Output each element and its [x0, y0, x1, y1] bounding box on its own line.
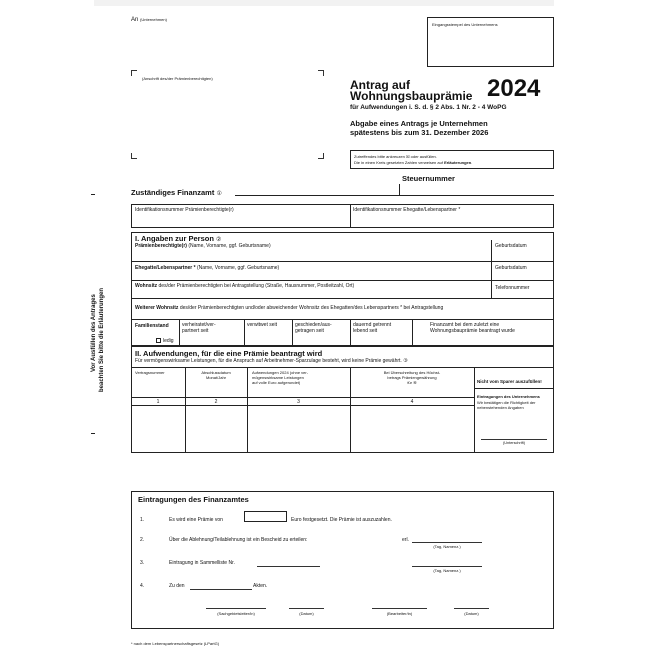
form-title-2: Wohnungsbauprämie — [350, 89, 473, 103]
section-expenses-title: II. Aufwendungen, für die eine Prämie beantragt wird — [135, 349, 323, 358]
spouse-birthdate-label: Geburtsdatum — [495, 265, 527, 271]
married-label: verheiratet/ver- partnert seit — [182, 322, 216, 334]
col-conclusion-date: Abschlussdatum Monat/Jahr — [201, 370, 231, 380]
address-corner-bl — [131, 153, 137, 159]
last-tax-office-label: Finanzamt bei dem zuletzt eine Wohnungsbauprämie beantragt wurde — [430, 322, 515, 334]
office-item-1-text-2: Euro festgesetzt. Die Prämie ist auszuzahlen. — [291, 517, 392, 523]
phone-label: Telefonnummer — [495, 285, 530, 291]
status-div-3 — [292, 319, 293, 346]
single-checkbox[interactable] — [156, 338, 161, 343]
recipient-label: An (Unternehmen) — [131, 17, 167, 23]
col-expenses: Aufwendungen 2024 (ohne ver- mögenswirksame Leistungen auf volle Euro aufgerundet) — [252, 370, 309, 385]
section-personal-row-5 — [131, 319, 554, 320]
office-item-3-text: Eintragung in Sammelliste Nr. — [169, 560, 235, 566]
applicant-birthdate-label: Geburtsdatum — [495, 243, 527, 249]
col-number-4: 4 — [410, 399, 414, 405]
section-personal-row-4 — [131, 298, 554, 299]
form-year: 2024 — [487, 75, 541, 102]
section-personal-row-2 — [131, 261, 554, 262]
section-personal-title: I. Angaben zur Person ② — [135, 234, 222, 243]
office-item-1-text: Es wird eine Prämie von — [169, 517, 223, 523]
office-item-1-number: 1. — [140, 517, 145, 523]
address-corner-tl — [131, 70, 137, 76]
section-expenses-subtitle: Für vermögenswirksame Leistungen, für die Anspruch auf Arbeitnehmer-Sparzulage besteht, wird keine Prämie gewährt. ③ — [135, 358, 408, 364]
supervisor-sign-line[interactable] — [206, 608, 266, 609]
footnote: * nach dem Lebenspartnerschaftsgesetz (LPartG) — [131, 641, 220, 646]
tax-office-label: Zuständiges Finanzamt ① — [131, 188, 222, 197]
spouse-name-label: Ehegatte/Lebenspartner * (Name, Vorname, ggf. Geburtsname) — [135, 265, 280, 271]
form-page — [91, 0, 554, 648]
supervisor-date-line[interactable] — [289, 608, 324, 609]
stamp-box — [427, 17, 554, 67]
company-signature-line[interactable] — [481, 439, 547, 440]
col-max-exceed: Bei Überschreitung des Höchst- betrags Prämiengewährung für ④ — [383, 370, 441, 385]
company-only-title: Nicht vom Sparer auszufüllen! — [477, 379, 542, 384]
files-input[interactable] — [190, 589, 252, 590]
form-title-3: für Aufwendungen i. S. d. § 2 Abs. 1 Nr. 2 - 4 WoPG — [350, 104, 507, 111]
instruction-box — [350, 150, 554, 169]
col-number-3: 3 — [297, 399, 300, 405]
office-item-4-text-2: Akten. — [253, 583, 268, 589]
clerk-label: (Bearbeiter/in) — [386, 611, 413, 616]
further-residence-label: Weiterer Wohnsitz des/der Prämienberechtigten und/oder abweichender Wohnsitz des Ehegatten/des Lebenspartners * bei Antragstellung — [135, 305, 444, 311]
address-corner-br — [318, 153, 324, 159]
submission-line-2: spätestens bis zum 31. Dezember 2026 — [350, 128, 489, 137]
applicant-name-input[interactable] — [132, 250, 490, 260]
office-item-2-erl: erl. — [402, 537, 409, 543]
single-label: ledig — [163, 338, 174, 344]
status-div-1 — [179, 319, 180, 346]
company-confirm-text: Wir bestätigen die Richtigkeit der nebenstehenden Angaben — [477, 400, 536, 410]
company-area-divider — [474, 388, 554, 389]
expenses-header-top — [131, 367, 554, 368]
status-div-5 — [412, 319, 413, 346]
company-entries-title: Eintragungen des Unternehmens — [477, 394, 540, 399]
id-spouse-label: Identifikationsnummer Ehegatte/Lebenspartner * — [353, 207, 461, 213]
office-item-4-number: 4. — [140, 583, 145, 589]
col-contract-number: Vertragsnummer — [135, 370, 165, 375]
address-corner-tr — [318, 70, 324, 76]
col-number-1: 1 — [156, 399, 160, 405]
top-strip — [94, 0, 554, 6]
collective-list-input[interactable] — [257, 566, 320, 567]
widowed-label: verwitwet seit — [247, 322, 278, 328]
divorced-label: geschieden/aus- getragen seit — [295, 322, 332, 334]
office-item-3-tag: (Tag, Namenz.) — [433, 568, 461, 573]
separated-label: dauernd getrennt lebend seit — [353, 322, 392, 334]
id-spouse-input[interactable] — [351, 214, 553, 227]
status-div-2 — [244, 319, 245, 346]
expenses-input-area[interactable] — [132, 406, 473, 452]
id-applicant-input[interactable] — [132, 214, 349, 227]
instruction-line-1: Zutreffendes bitte ankreuzen ☒ oder ausfüllen. — [354, 154, 437, 159]
clerk-sign-line[interactable] — [372, 608, 427, 609]
id-applicant-label: Identifikationsnummer Prämienberechtigte(r) — [135, 207, 234, 213]
marital-status-label: Familienstand — [135, 323, 169, 329]
office-item-2-sign-line[interactable] — [412, 542, 482, 543]
company-signature-label: (Unterschrift) — [503, 441, 525, 445]
office-item-4-text: Zu den — [169, 583, 185, 589]
office-item-3-number: 3. — [140, 560, 145, 566]
expenses-number-row — [131, 397, 474, 398]
office-item-2-number: 2. — [140, 537, 145, 543]
form-title-1: Antrag auf — [350, 78, 410, 92]
col-number-2: 2 — [214, 399, 218, 405]
supervisor-label: (Sachgebietsleiter/in) — [217, 611, 255, 616]
clerk-date-line[interactable] — [454, 608, 489, 609]
status-div-4 — [350, 319, 351, 346]
fold-mark-bottom — [91, 433, 95, 434]
tax-number-label: Steuernummer — [402, 174, 455, 183]
office-item-2-tag: (Tag, Namenz.) — [433, 544, 461, 549]
office-item-3-sign-line[interactable] — [412, 566, 482, 567]
premium-amount-input[interactable] — [244, 511, 287, 522]
side-note-line-1: Vor Ausfüllen des Antrages — [91, 294, 97, 372]
submission-line-1: Abgabe eines Antrags je Unternehmen — [350, 119, 488, 128]
office-item-2-text: Über die Ablehnung/Teilablehnung ist ein Bescheid zu erteilen: — [169, 537, 308, 543]
clerk-date-label: (Datum) — [464, 611, 479, 616]
tax-office-input-line[interactable] — [235, 195, 399, 196]
address-label: (Anschrift des/der Prämienberechtigten) — [142, 76, 213, 81]
side-note-line-2: beachten Sie bitte die Erläuterungen — [99, 287, 105, 392]
tax-office-section-title: Eintragungen des Finanzamtes — [138, 495, 249, 504]
fold-mark-top — [91, 194, 95, 195]
instruction-line-2: Die in einen Kreis gesetzten Zahlen verweisen auf Erläuterungen. — [354, 160, 473, 165]
stamp-label: Eingangsstempel des Unternehmens — [432, 22, 498, 27]
tax-number-input[interactable] — [399, 184, 554, 196]
supervisor-date-label: (Datum) — [299, 611, 314, 616]
applicant-name-label: Prämienberechtigte(r) (Name, Vorname, ggf. Geburtsname) — [135, 243, 271, 249]
phone-divider — [491, 280, 492, 298]
residence-label: Wohnsitz des/der Prämienberechtigten bei Antragstellung (Straße, Hausnummer, Postleitzahl, Ort) — [135, 283, 355, 289]
